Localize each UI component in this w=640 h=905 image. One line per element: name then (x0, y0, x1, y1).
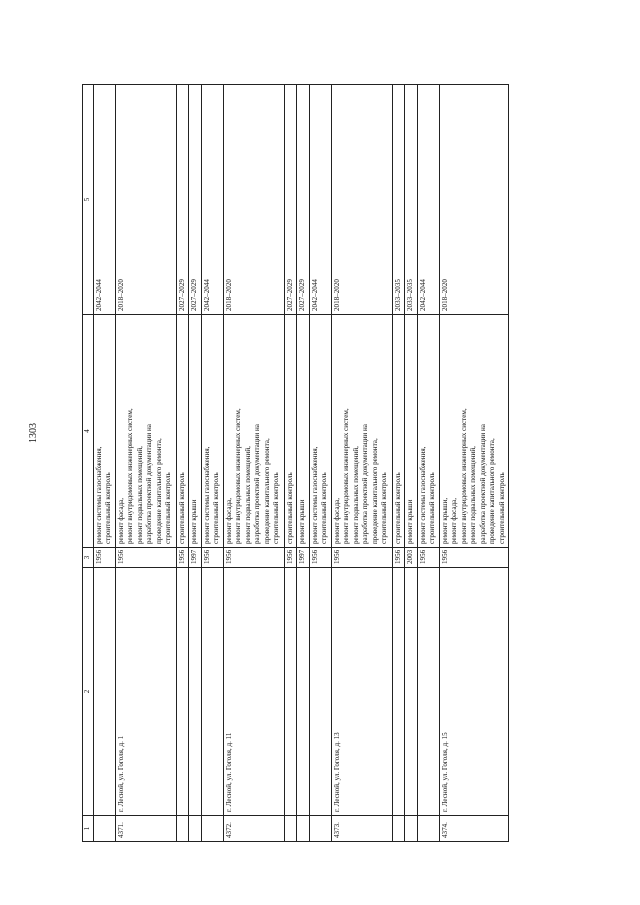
row-year: 1956 (439, 548, 509, 568)
row-number (201, 816, 223, 842)
table-row (115, 85, 176, 842)
table-row (331, 85, 392, 842)
row-address: г. Лесной, ул. Гоголя, д. 13 (331, 568, 392, 816)
page-number: 1303 (28, 423, 39, 443)
row-number (189, 816, 202, 842)
row-address (405, 568, 418, 816)
row-works: ремонт фасада, ремонт внутридомовых инженерных систем, ремонт подвальных помещений, разработка проектной документации на проведение капитального ремонта, строительный контроль (223, 315, 284, 548)
row-works: ремонт крыши (297, 315, 310, 548)
row-period: 2042–2044 (201, 85, 223, 315)
row-works: ремонт системы газоснабжения, строительный контроль (93, 315, 115, 548)
table-row (439, 85, 509, 842)
table-row (201, 85, 223, 842)
row-number (284, 816, 297, 842)
row-year: 2003 (405, 548, 418, 568)
table-row (297, 85, 310, 842)
row-year: 1956 (392, 548, 405, 568)
table-row (223, 85, 284, 842)
header-cell: 2 (83, 568, 94, 816)
row-works: строительный контроль (284, 315, 297, 548)
header-cell: 4 (83, 315, 94, 548)
rotated-table-container (82, 85, 589, 842)
row-period: 2018–2020 (331, 85, 392, 315)
table-row (93, 85, 115, 842)
row-period: 2033–2035 (392, 85, 405, 315)
row-period: 2042–2044 (309, 85, 331, 315)
row-period: 2018–2020 (223, 85, 284, 315)
table-row (309, 85, 331, 842)
row-period: 2027–2029 (284, 85, 297, 315)
row-period: 2027–2029 (176, 85, 189, 315)
row-number (392, 816, 405, 842)
row-works: ремонт фасада, ремонт внутридомовых инженерных систем, ремонт подвальных помещений, разработка проектной документации на проведение капитального ремонта, строительный контроль (115, 315, 176, 548)
row-period: 2018–2020 (115, 85, 176, 315)
row-address: г. Лесной, ул. Гоголя, д. 15 (439, 568, 509, 816)
row-year: 1956 (223, 548, 284, 568)
header-cell: 1 (83, 816, 94, 842)
row-address (93, 568, 115, 816)
row-address (201, 568, 223, 816)
row-period: 2042–2044 (417, 85, 439, 315)
row-year: 1956 (417, 548, 439, 568)
row-works: ремонт фасада, ремонт внутридомовых инженерных систем, ремонт подвальных помещений, разработка проектной документации на проведение капитального ремонта, строительный контроль (331, 315, 392, 548)
row-number (297, 816, 310, 842)
table-row (405, 85, 418, 842)
row-address (392, 568, 405, 816)
row-address (284, 568, 297, 816)
row-period: 2027–2029 (297, 85, 310, 315)
row-address (176, 568, 189, 816)
row-number: 4374. (439, 816, 509, 842)
table-row (189, 85, 202, 842)
row-number: 4373. (331, 816, 392, 842)
row-year: 1997 (189, 548, 202, 568)
row-number: 4371. (115, 816, 176, 842)
row-number (93, 816, 115, 842)
row-address: г. Лесной, ул. Гоголя, д. 1 (115, 568, 176, 816)
row-number: 4372. (223, 816, 284, 842)
row-year: 1956 (115, 548, 176, 568)
header-cell: 3 (83, 548, 94, 568)
row-works: ремонт крыши, ремонт фасада, ремонт внутридомовых инженерных систем, ремонт подвальных помещений, разработка проектной документации на проведение капитального ремонта, строительный контроль (439, 315, 509, 548)
row-works: строительный контроль (392, 315, 405, 548)
row-address (417, 568, 439, 816)
row-period: 2033–2035 (405, 85, 418, 315)
row-works: ремонт крыши (189, 315, 202, 548)
row-works: строительный контроль (176, 315, 189, 548)
row-works: ремонт системы газоснабжения, строительный контроль (309, 315, 331, 548)
row-number (176, 816, 189, 842)
row-year: 1956 (176, 548, 189, 568)
row-year: 1956 (309, 548, 331, 568)
row-number (309, 816, 331, 842)
row-address (189, 568, 202, 816)
row-address (297, 568, 310, 816)
row-works: ремонт системы газоснабжения, строительный контроль (201, 315, 223, 548)
capital-repair-table (82, 84, 509, 842)
table-row (284, 85, 297, 842)
row-year: 1956 (93, 548, 115, 568)
row-period: 2027–2029 (189, 85, 202, 315)
row-year: 1956 (284, 548, 297, 568)
table-row (392, 85, 405, 842)
row-year: 1956 (331, 548, 392, 568)
row-period: 2042–2044 (93, 85, 115, 315)
row-address: г. Лесной, ул. Гоголя, д. 11 (223, 568, 284, 816)
row-number (417, 816, 439, 842)
row-address (309, 568, 331, 816)
table-header-row (83, 85, 94, 842)
row-year: 1997 (297, 548, 310, 568)
table-row (417, 85, 439, 842)
row-works: ремонт крыши (405, 315, 418, 548)
row-number (405, 816, 418, 842)
row-period: 2018–2020 (439, 85, 509, 315)
row-year: 1956 (201, 548, 223, 568)
row-works: ремонт системы газоснабжения, строительный контроль (417, 315, 439, 548)
table-row (176, 85, 189, 842)
header-cell: 5 (83, 85, 94, 315)
